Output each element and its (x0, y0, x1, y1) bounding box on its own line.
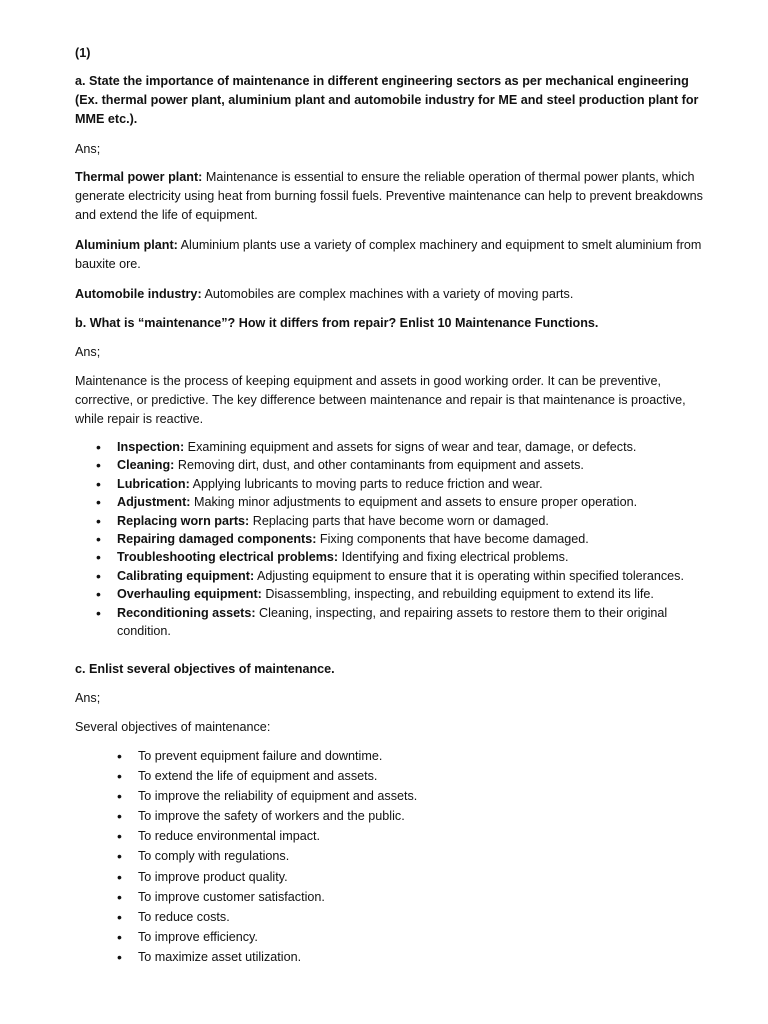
function-term: Repairing damaged components: (117, 532, 317, 547)
answer-label-c: Ans; (75, 691, 101, 705)
function-term: Replacing worn parts: (117, 513, 250, 528)
list-item (117, 456, 697, 474)
question-a: a. State the importance of maintenance in different engineering sectors as per mechanical engineering (Ex. thermal power plant, aluminium plant and automobile industry for ME and steel production plant for MME etc.). (75, 74, 699, 126)
sector-text: Automobiles are complex machines with a variety of moving parts. (201, 287, 574, 301)
function-text: Disassembling, inspecting, and rebuilding equipment to extend its life. (261, 587, 654, 602)
sector-thermal (75, 168, 705, 225)
question-number: (1) (75, 46, 91, 60)
function-term: Cleaning: (117, 458, 175, 473)
maintenance-definition: Maintenance is the process of keeping equipment and assets in good working order. It can be preventive, corrective, or predictive. The key difference between maintenance and repair is that maintenance is proactive, while repair is reactive. (75, 374, 686, 426)
function-term: Calibrating equipment: (117, 568, 255, 583)
maintenance-functions-list (117, 438, 697, 640)
sector-term: Thermal power plant: (75, 170, 203, 184)
list-item (117, 512, 697, 530)
function-term: Adjustment: (117, 495, 191, 510)
objectives-list (138, 746, 698, 967)
function-text: Making minor adjustments to equipment and assets to ensure proper operation. (190, 495, 638, 510)
question-c: c. Enlist several objectives of maintenance. (75, 662, 335, 676)
sector-text: Aluminium plants use a variety of complex machinery and equipment to smelt aluminium from bauxite ore. (75, 238, 702, 271)
list-item: • To improve efficiency. (138, 927, 698, 947)
function-text: Fixing components that have become damaged. (316, 532, 589, 547)
list-item (117, 604, 697, 641)
function-text: Removing dirt, dust, and other contaminants from equipment and assets. (174, 458, 584, 473)
sector-text: Maintenance is essential to ensure the reliable operation of thermal power plants, which generate electricity using heat from burning fossil fuels. Preventive maintenance can help to prevent breakdowns and extend the life of equipment. (75, 170, 703, 222)
function-term: Troubleshooting electrical problems: (117, 550, 339, 565)
function-term: Lubrication: (117, 476, 190, 491)
list-item: • To improve the safety of workers and the public. (138, 806, 698, 826)
list-item (117, 548, 697, 566)
list-item (117, 567, 697, 585)
function-text: Cleaning, inspecting, and repairing assets to restore them to their original condition. (117, 605, 668, 639)
function-text: Replacing parts that have become worn or damaged. (249, 513, 549, 528)
list-item: • To extend the life of equipment and assets. (138, 766, 698, 786)
sector-automobile (75, 285, 705, 304)
function-term: Inspection: (117, 440, 185, 454)
answer-label-a: Ans; (75, 142, 101, 156)
objectives-intro: Several objectives of maintenance: (75, 720, 271, 734)
sector-aluminium (75, 236, 705, 274)
function-text: Identifying and fixing electrical problems. (338, 550, 569, 565)
list-item (117, 585, 697, 603)
list-item (117, 438, 697, 456)
list-item: • To comply with regulations. (138, 846, 698, 866)
function-term: Reconditioning assets: (117, 605, 256, 620)
list-item: • To prevent equipment failure and downtime. (138, 746, 698, 766)
list-item: • To improve product quality. (138, 867, 698, 887)
question-b: b. What is “maintenance”? How it differs from repair? Enlist 10 Maintenance Functions. (75, 316, 599, 330)
list-item: • To reduce costs. (138, 907, 698, 927)
list-item: • To maximize asset utilization. (138, 947, 698, 967)
function-term: Overhauling equipment: (117, 587, 262, 602)
list-item (117, 530, 697, 548)
list-item: • To improve customer satisfaction. (138, 887, 698, 907)
sector-term: Automobile industry: (75, 287, 202, 301)
list-item (117, 493, 697, 511)
list-item: • To improve the reliability of equipment and assets. (138, 786, 698, 806)
answer-label-b: Ans; (75, 345, 101, 359)
function-text: Applying lubricants to moving parts to reduce friction and wear. (189, 476, 543, 491)
sector-term: Aluminium plant: (75, 238, 178, 252)
function-text: Examining equipment and assets for signs of wear and tear, damage, or defects. (184, 440, 637, 454)
list-item (117, 475, 697, 493)
list-item: • To reduce environmental impact. (138, 826, 698, 846)
function-text: Adjusting equipment to ensure that it is operating within specified tolerances. (254, 568, 684, 583)
